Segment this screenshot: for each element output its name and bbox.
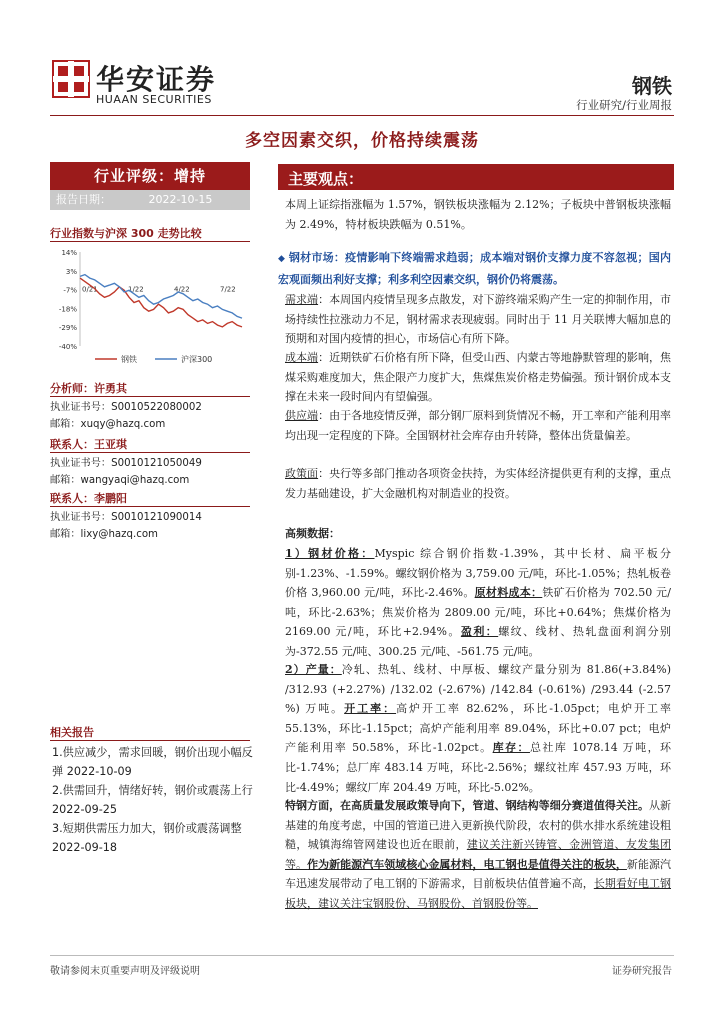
contact2-cert: 执业证书号：S0010121090014 <box>50 512 202 523</box>
x-tick-label: 0/21 <box>82 285 98 294</box>
profit-label: 盈利： <box>460 625 499 639</box>
analyst-heading: 分析师：许勇其 <box>50 382 127 395</box>
special-text: 从新基建的角度考虑，中国的管道已进入更新换代阶段，农村的供水排水系统建设粗糙，城镇海绵管网建设也近在眼前， <box>285 799 671 852</box>
related-report-item[interactable]: 2.供需回升，情绪好转，钢价或震荡上行 2022-09-25 <box>52 784 253 816</box>
x-tick-label: 1/22 <box>128 285 144 294</box>
stock-label: 库存： <box>492 741 530 755</box>
cost-text: ：近期铁矿石价格有所下降，但受山西、内蒙古等地静默管理的影响，焦煤采购难度加大，焦企限产力度扩大，焦煤焦炭价格走势偏强。预计钢价成本支撑在未来一段时间内有望偏强。 <box>285 351 672 404</box>
supply-label: 供应端 <box>285 409 319 422</box>
rate-text: 高炉开工率 82.62%，环比-1.05pct；电炉开工率 55.13%，环比-1.15pct；高炉产能利用率 89.04%，环比+0.07 pct；电炉产能利用率 50.58%，环比-1.02pct。 <box>285 702 672 755</box>
demand-text: ：本周国内疫情呈现多点散发，对下游终端采购产生一定的抑制作用，市场持续性拉涨动力不足，钢材需求表现疲弱。同时出于 11 月关联博大幅加息的预期和对国内疫情的担心，市场信心有所下降。 <box>285 293 672 346</box>
ev-bold: 作为新能源汽车领域核心金属材料，电工钢也是值得关注的板块， <box>307 857 627 871</box>
y-tick-label: -7% <box>63 286 77 295</box>
legend-label: 钢铁 <box>121 355 137 364</box>
y-tick-label: 3% <box>65 267 77 276</box>
demand-paragraph <box>285 290 671 349</box>
y-tick-label: -18% <box>58 305 77 314</box>
cost-label: 成本端 <box>285 351 319 364</box>
supply-paragraph <box>285 406 671 445</box>
report-type: 行业研究/行业周报 <box>576 98 672 112</box>
contact1-info <box>50 455 255 489</box>
main-views-heading: 主要观点： <box>288 170 364 188</box>
special-recommend: 建议关注新兴铸管、金洲管道、友发集团等。 <box>285 838 672 871</box>
contact1-email[interactable]: 邮箱：wangyaqi@hazq.com <box>50 475 190 486</box>
analyst-divider <box>50 396 250 397</box>
logo-icon <box>52 60 90 98</box>
report-title: 多空因素交织，价格持续震荡 <box>245 131 479 151</box>
rate-label: 开工率： <box>344 702 397 716</box>
special-steel-paragraph <box>285 796 671 914</box>
stock-text: 总社库 1078.14 万吨，环比-1.74%；总厂库 483.14 万吨，环比-2.56%；螺纹社库 457.93 万吨，环比-4.49%；螺纹厂库 204.49 万吨，环比-5.02%。 <box>285 741 672 794</box>
footer-label: 证券研究报告 <box>612 966 672 977</box>
logo-text-en: HUAAN SECURITIES <box>96 93 212 106</box>
rating-banner: 行业评级：增持 <box>50 162 250 190</box>
chart-title: 行业指数与沪深 300 走势比较 <box>50 227 202 240</box>
market-bold-text: 钢材市场：疫情影响下终端需求趋弱；成本端对钢价支撑力度不容忽视；国内宏观面频出利好支撑；利多利空因素交织，钢价仍将震荡。 <box>278 251 672 286</box>
analyst-cert: 执业证书号：S0010522080002 <box>50 402 202 413</box>
chart-title-divider <box>50 241 250 242</box>
ev-text: 新能源汽车迅速发展带动了电工钢的下游需求，目前板块估值普遍不高， <box>285 857 672 891</box>
contact1-divider <box>50 452 250 453</box>
market-summary <box>278 248 671 289</box>
report-date-value: 2022-10-15 <box>148 193 213 206</box>
bullet-icon: ◆ <box>278 254 286 264</box>
industry-name: 钢铁 <box>632 74 672 98</box>
policy-text: ：央行等多部门推动各项资金扶持，为实体经济提供更有利的支撑，重点发力基础建设，扩大金融机构对制造业的投资。 <box>285 467 672 500</box>
related-report-item[interactable]: 3.短期供需压力加大，钢价或震荡调整 2022-09-18 <box>52 822 242 854</box>
contact2-info <box>50 509 255 543</box>
policy-paragraph <box>285 464 671 503</box>
ev-recommend: 长期看好电工钢板块，建议关注宝钢股份、马钢股份、首钢股份等。 <box>285 877 672 910</box>
price-text: Myspic 综合钢价指数-1.39%，其中长材、扁平板分别-1.23%、-1.59%。螺纹钢价格为 3,759.00 元/吨，环比-1.05%；热轧板卷价格 3,960.00 元/吨，环比-2.46%。 <box>285 547 672 600</box>
profit-text: 螺纹、线材、热轧盘面利润分别为-372.55 元/吨、300.25 元/吨、-561.75 元/吨。 <box>285 625 672 658</box>
header-divider <box>50 115 674 116</box>
x-tick-label: 4/22 <box>174 285 190 294</box>
output-text: 冷轧、热轧、线材、中厚板、螺纹产量分别为 81.86(+3.84%) /312.93 (+2.27%) /132.02 (-2.67%) /142.84 (-0.61%) /293.44 (-2.57 %) 万吨。 <box>285 663 672 716</box>
logo-text-cn: 华安证券 <box>96 63 217 96</box>
y-tick-label: -40% <box>58 343 77 351</box>
report-date-bar <box>50 190 250 210</box>
supply-text: ：由于各地疫情反弹，部分钢厂原料到货情况不畅，开工率和产能利用率均出现一定程度的下降。全国钢材社会库存由升转降，整体出货量偏差。 <box>285 409 672 442</box>
footer-disclaimer[interactable]: 敬请参阅末页重要声明及评级说明 <box>50 966 200 977</box>
output-label: 2）产量： <box>285 663 342 676</box>
footer-divider <box>50 955 674 956</box>
x-tick-label: 7/22 <box>220 285 236 294</box>
demand-label: 需求端 <box>285 293 319 306</box>
analyst-email[interactable]: 邮箱：xuqy@hazq.com <box>50 419 166 430</box>
related-divider <box>50 740 250 741</box>
intro-paragraph: 本周上证综指涨幅为 1.57%，钢铁板块涨幅为 2.12%；子板块中普钢板块涨幅为 2.49%，特材板块跌幅为 0.51%。 <box>285 198 671 231</box>
cost-paragraph <box>285 348 671 407</box>
raw-label: 原材料成本： <box>474 586 543 600</box>
report-date-label: 报告日期： <box>56 193 111 206</box>
price-label: 1）钢材价格： <box>285 547 375 560</box>
contact2-email[interactable]: 邮箱：lixy@hazq.com <box>50 529 158 540</box>
output-paragraph <box>285 660 671 797</box>
legend-label: 沪深300 <box>181 355 213 364</box>
contact1-heading: 联系人：王亚琪 <box>50 438 127 451</box>
price-paragraph <box>285 544 671 662</box>
analyst-info <box>50 399 255 433</box>
index-comparison-chart <box>50 246 250 371</box>
y-tick-label: 14% <box>61 249 77 257</box>
related-reports-list <box>52 743 257 857</box>
raw-text: 铁矿石价格为 702.50 元/吨，环比-2.63%；焦炭价格为 2809.00 元/吨，环比+0.64%；焦煤价格为 2169.00 元/吨，环比+2.94%。 <box>285 586 671 639</box>
series-line-steel <box>80 278 242 327</box>
y-tick-label: -29% <box>58 324 77 333</box>
related-report-item[interactable]: 1.供应减少，需求回暖，钢价出现小幅反弹 2022-10-09 <box>52 746 253 778</box>
contact1-cert: 执业证书号：S0010121050049 <box>50 458 202 469</box>
special-bold: 特钢方面，在高质量发展政策导向下，管道、钢结构等细分赛道值得关注。 <box>285 799 649 812</box>
contact2-heading: 联系人：李鹏阳 <box>50 492 127 505</box>
related-reports-heading: 相关报告 <box>50 726 94 739</box>
high-freq-heading: 高频数据： <box>285 527 340 540</box>
contact2-divider <box>50 506 250 507</box>
policy-label: 政策面 <box>285 467 319 480</box>
